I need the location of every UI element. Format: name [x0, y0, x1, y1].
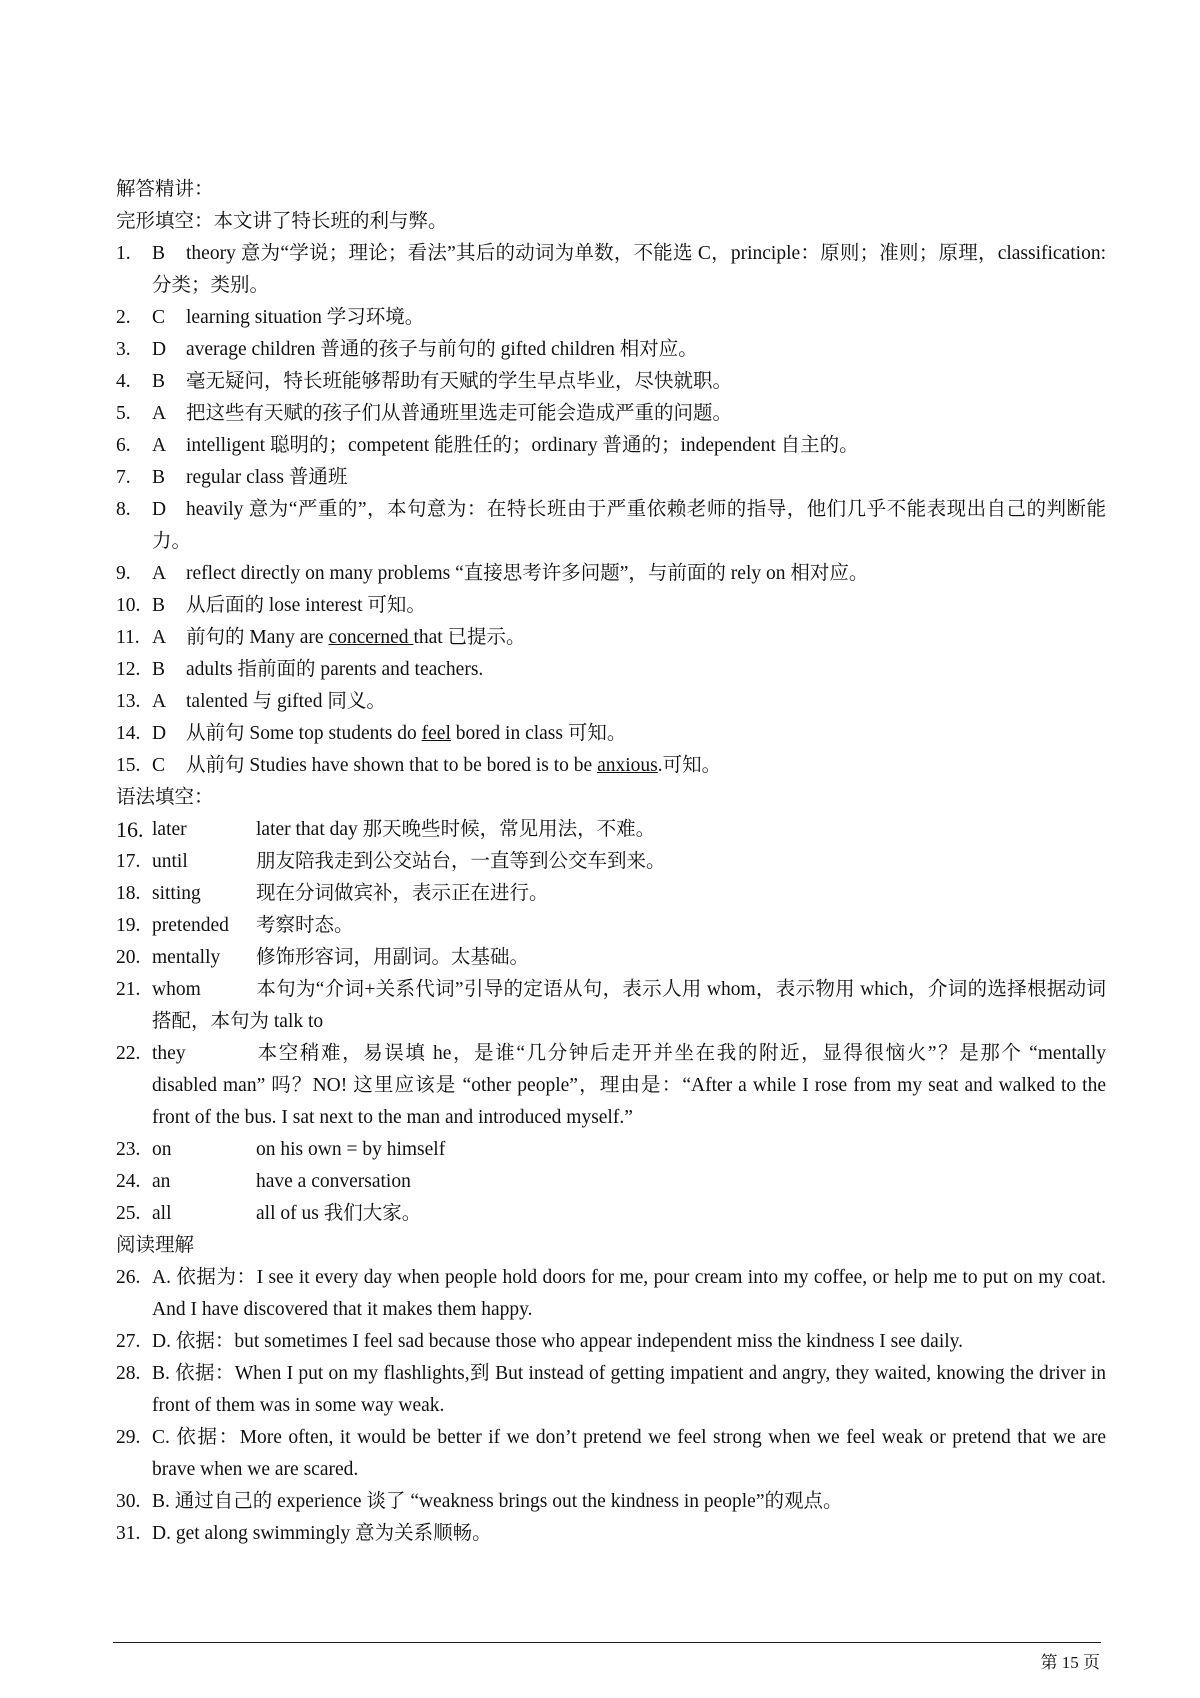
answer-item: [116, 718, 1106, 750]
item-explanation: 现在分词做宾补，表示正在进行。: [256, 883, 549, 904]
answer-content: [116, 174, 1106, 1550]
item-number: 28.: [116, 1363, 141, 1384]
item-explanation: 从前句 Studies have shown that to be bored is to be: [186, 755, 598, 776]
item-explanation: B. 依据：When I put on my flashlights,到 But instead of getting impatient and angry, they waited, knowing the driver in front of them was in some way weak.: [152, 1363, 1106, 1416]
answer-item: [116, 1358, 1106, 1422]
item-explanation-end: bored in class 可知。: [450, 723, 627, 744]
item-explanation: 考察时态。: [256, 915, 354, 936]
answer-item: [116, 750, 1106, 782]
item-number: 16.: [116, 817, 144, 842]
cloze-heading: 完形填空：本文讲了特长班的利与弊。: [116, 211, 448, 232]
answer-item: [116, 654, 1106, 686]
item-number: 21.: [116, 979, 141, 1000]
answer-item: [116, 942, 1106, 974]
item-answer: A: [152, 435, 167, 456]
item-number: 2.: [116, 307, 131, 328]
answer-item: [116, 1262, 1106, 1326]
item-answer: D: [152, 339, 167, 360]
item-explanation: 从前句 Some top students do: [186, 723, 422, 744]
item-explanation: 毫无疑问，特长班能够帮助有天赋的学生早点毕业，尽快就职。: [186, 371, 733, 392]
item-explanation: have a conversation: [256, 1171, 411, 1192]
item-number: 23.: [116, 1139, 141, 1160]
item-answer: on: [152, 1139, 172, 1160]
item-number: 22.: [116, 1043, 141, 1064]
answer-item: [116, 1134, 1106, 1166]
item-number: 30.: [116, 1491, 141, 1512]
item-answer: D: [152, 723, 167, 744]
item-answer: C: [152, 755, 166, 776]
item-number: 11.: [116, 627, 140, 648]
answer-item: [116, 590, 1106, 622]
intro-heading: 解答精讲：: [116, 179, 214, 200]
answer-item: [116, 1518, 1106, 1550]
item-answer: mentally: [152, 947, 221, 968]
item-explanation: D. 依据：but sometimes I feel sad because those who appear independent miss the kindness I see daily.: [152, 1331, 964, 1352]
answer-item: [116, 238, 1106, 302]
item-number: 24.: [116, 1171, 141, 1192]
item-explanation: theory 意为“学说；理论；看法”其后的动词为单数，不能选 C，principle：原则；准则；原理，classification: 分类；类别。: [152, 243, 1106, 296]
item-number: 10.: [116, 595, 141, 616]
item-number: 7.: [116, 467, 131, 488]
item-explanation: 修饰形容词，用副词。太基础。: [256, 947, 530, 968]
underlined-word: concerned: [328, 627, 414, 648]
item-number: 8.: [116, 499, 131, 520]
item-number: 18.: [116, 883, 141, 904]
answer-item: [116, 622, 1106, 654]
item-explanation: 本空稍难，易误填 he，是谁“几分钟后走开并坐在我的附近，显得很恼火”？是那个 “mentally disabled man” 吗？NO! 这里应该是 “other people”，理由是：“After a while I rose from my seat and walked to the front of the bus. I sat next to the man and introduced myself.”: [152, 1043, 1106, 1128]
item-answer: A: [152, 403, 167, 424]
answer-item: [116, 430, 1106, 462]
item-number: 19.: [116, 915, 141, 936]
item-answer: pretended: [152, 915, 229, 936]
answer-item: [116, 1166, 1106, 1198]
item-number: 5.: [116, 403, 131, 424]
answer-item: [116, 910, 1106, 942]
item-explanation: D. get along swimmingly 意为关系顺畅。: [152, 1523, 492, 1544]
answer-item: [116, 366, 1106, 398]
footer-divider: [113, 1642, 1101, 1643]
item-explanation: 把这些有天赋的孩子们从普通班里选走可能会造成严重的问题。: [186, 403, 733, 424]
item-answer: whom: [152, 979, 201, 1000]
item-answer: B: [152, 371, 166, 392]
item-number: 31.: [116, 1523, 141, 1544]
item-answer: A: [152, 627, 167, 648]
item-explanation: regular class 普通班: [186, 467, 348, 488]
item-number: 17.: [116, 851, 141, 872]
answer-item: [116, 1198, 1106, 1230]
item-number: 29.: [116, 1427, 141, 1448]
item-answer: they: [152, 1043, 186, 1064]
answer-item: [116, 1326, 1106, 1358]
answer-item: [116, 1422, 1106, 1486]
item-number: 15.: [116, 755, 141, 776]
item-explanation: 前句的 Many are: [186, 627, 329, 648]
answer-item: [116, 398, 1106, 430]
item-number: 9.: [116, 563, 131, 584]
grammar-heading: 语法填空：: [116, 787, 214, 808]
item-explanation: talented 与 gifted 同义。: [186, 691, 386, 712]
answer-item: [116, 846, 1106, 878]
item-explanation: learning situation 学习环境。: [186, 307, 425, 328]
item-explanation: all of us 我们大家。: [256, 1203, 422, 1224]
item-number: 13.: [116, 691, 141, 712]
answer-item: [116, 1486, 1106, 1518]
reading-heading: 阅读理解: [116, 1235, 195, 1256]
item-answer: until: [152, 851, 188, 872]
item-explanation: adults 指前面的 parents and teachers.: [186, 659, 484, 680]
item-explanation: A. 依据为：I see it every day when people hold doors for me, pour cream into my coffee, or help me to put on my coat. And I have discovered that it makes them happy.: [152, 1267, 1106, 1320]
item-answer: A: [152, 691, 167, 712]
item-answer: B: [152, 595, 166, 616]
answer-item: [116, 462, 1106, 494]
item-explanation-end: that 已提示。: [413, 627, 526, 648]
item-answer: B: [152, 467, 166, 488]
underlined-word: feel: [421, 723, 451, 744]
item-answer: an: [152, 1171, 171, 1192]
item-answer: all: [152, 1203, 172, 1224]
item-number: 27.: [116, 1331, 141, 1352]
item-explanation: reflect directly on many problems “直接思考许多问题”，与前面的 rely on 相对应。: [186, 563, 869, 584]
item-explanation: C. 依据：More often, it would be better if we don’t pretend we feel strong when we feel weak or pretend that we are brave when we are scared.: [152, 1427, 1106, 1480]
item-number: 26.: [116, 1267, 141, 1288]
item-explanation: heavily 意为“严重的”，本句意为：在特长班由于严重依赖老师的指导，他们几乎不能表现出自己的判断能力。: [152, 499, 1106, 552]
item-number: 25.: [116, 1203, 141, 1224]
item-number: 6.: [116, 435, 131, 456]
item-number: 1.: [116, 243, 131, 264]
answer-item: [116, 878, 1106, 910]
page-number: 第 15 页: [1040, 1653, 1100, 1672]
item-explanation: on his own = by himself: [256, 1139, 446, 1160]
answer-item: [116, 558, 1106, 590]
item-number: 4.: [116, 371, 131, 392]
item-explanation: average children 普通的孩子与前句的 gifted children 相对应。: [186, 339, 698, 360]
underlined-word: anxious: [597, 755, 658, 776]
answer-item: [116, 334, 1106, 366]
answer-item: [116, 814, 1106, 846]
item-answer: sitting: [152, 883, 201, 904]
item-number: 3.: [116, 339, 131, 360]
answer-item: [116, 302, 1106, 334]
item-answer: A: [152, 563, 167, 584]
item-explanation: 从后面的 lose interest 可知。: [186, 595, 426, 616]
item-explanation: 朋友陪我走到公交站台，一直等到公交车到来。: [256, 851, 666, 872]
item-answer: later: [152, 819, 187, 840]
item-explanation-end: .可知。: [657, 755, 722, 776]
item-number: 20.: [116, 947, 141, 968]
item-explanation: 本句为“介词+关系代词”引导的定语从句，表示人用 whom，表示物用 which，介词的选择根据动词搭配，本句为 talk to: [152, 979, 1106, 1032]
answer-item: [116, 494, 1106, 558]
item-answer: B: [152, 659, 166, 680]
item-answer: B: [152, 243, 166, 264]
item-explanation: intelligent 聪明的；competent 能胜任的；ordinary 普通的；independent 自主的。: [186, 435, 859, 456]
item-explanation: B. 通过自己的 experience 谈了 “weakness brings out the kindness in people”的观点。: [152, 1491, 843, 1512]
answer-item: [116, 1038, 1106, 1134]
item-explanation: later that day 那天晚些时候，常见用法，不难。: [256, 819, 656, 840]
item-answer: D: [152, 499, 167, 520]
answer-item: [116, 974, 1106, 1038]
answer-item: [116, 686, 1106, 718]
item-number: 12.: [116, 659, 141, 680]
item-number: 14.: [116, 723, 141, 744]
item-answer: C: [152, 307, 166, 328]
